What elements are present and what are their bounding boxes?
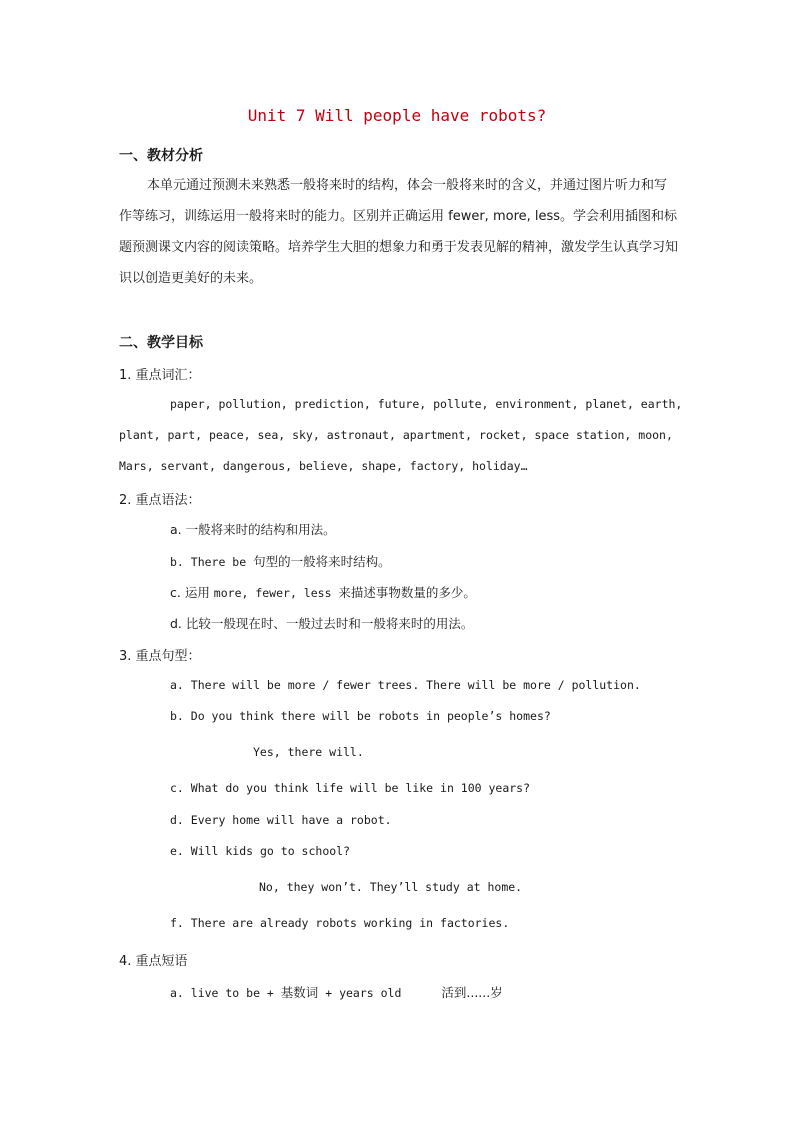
grammar-label: 2. 重点语法： (119, 493, 201, 508)
phrase-label: 4. 重点短语 (119, 954, 188, 969)
vocab-label: 1. 重点词汇： (119, 368, 201, 383)
sentence-item-e-answer: No, they won’t. They’ll study at home. (259, 880, 523, 894)
sentence-label: 3. 重点句型： (119, 649, 201, 664)
sentence-item-f: f. There are already robots working in factories. (170, 916, 510, 930)
analysis-paragraph: 本单元通过预测未来熟悉一般将来时的结构，体会一般将来时的含义，并通过图片听力和写作等练习，训练运用一般将来时的能力。区别并正确运用 fewer, more, less。学会利用插图和标题预测课文内容的阅读策略。培养学生大胆的想象力和勇于发表见解的精神，激发学生认真学习知识以创造更美好的未来。 (119, 178, 679, 286)
section-heading-objectives: 二、教学目标 (119, 335, 203, 351)
vocab-line-3: Mars, servant, dangerous, believe, shape, factory, holiday… (119, 459, 528, 473)
page-title: Unit 7 Will people have robots? (247, 106, 547, 125)
grammar-item-a: a. 一般将来时的结构和用法。 (170, 522, 336, 537)
sentence-item-b-answer: Yes, there will. (253, 745, 364, 759)
sentence-item-b: b. Do you think there will be robots in people’s homes? (170, 709, 551, 723)
section-heading-analysis: 一、教材分析 (119, 148, 203, 164)
vocab-line-2: plant, part, peace, sea, sky, astronaut, apartment, rocket, space station, moon, (119, 428, 673, 442)
sentence-item-c: c. What do you think life will be like in 100 years? (170, 781, 531, 795)
grammar-item-b: b. There be 句型的一般将来时结构。 (170, 554, 391, 569)
vocab-line-1: paper, pollution, prediction, future, pollute, environment, planet, earth, (170, 397, 683, 411)
phrase-item-a: a. live to be + 基数词 + years old 活到......岁 (170, 985, 503, 1000)
grammar-item-c: c. 运用 more, fewer, less 来描述事物数量的多少。 (170, 585, 476, 600)
grammar-item-d: d. 比较一般现在时、一般过去时和一般将来时的用法。 (170, 616, 474, 631)
sentence-item-e: e. Will kids go to school? (170, 844, 351, 858)
sentence-item-d: d. Every home will have a robot. (170, 813, 392, 827)
sentence-item-a: a. There will be more / fewer trees. There will be more / pollution. (170, 678, 641, 692)
